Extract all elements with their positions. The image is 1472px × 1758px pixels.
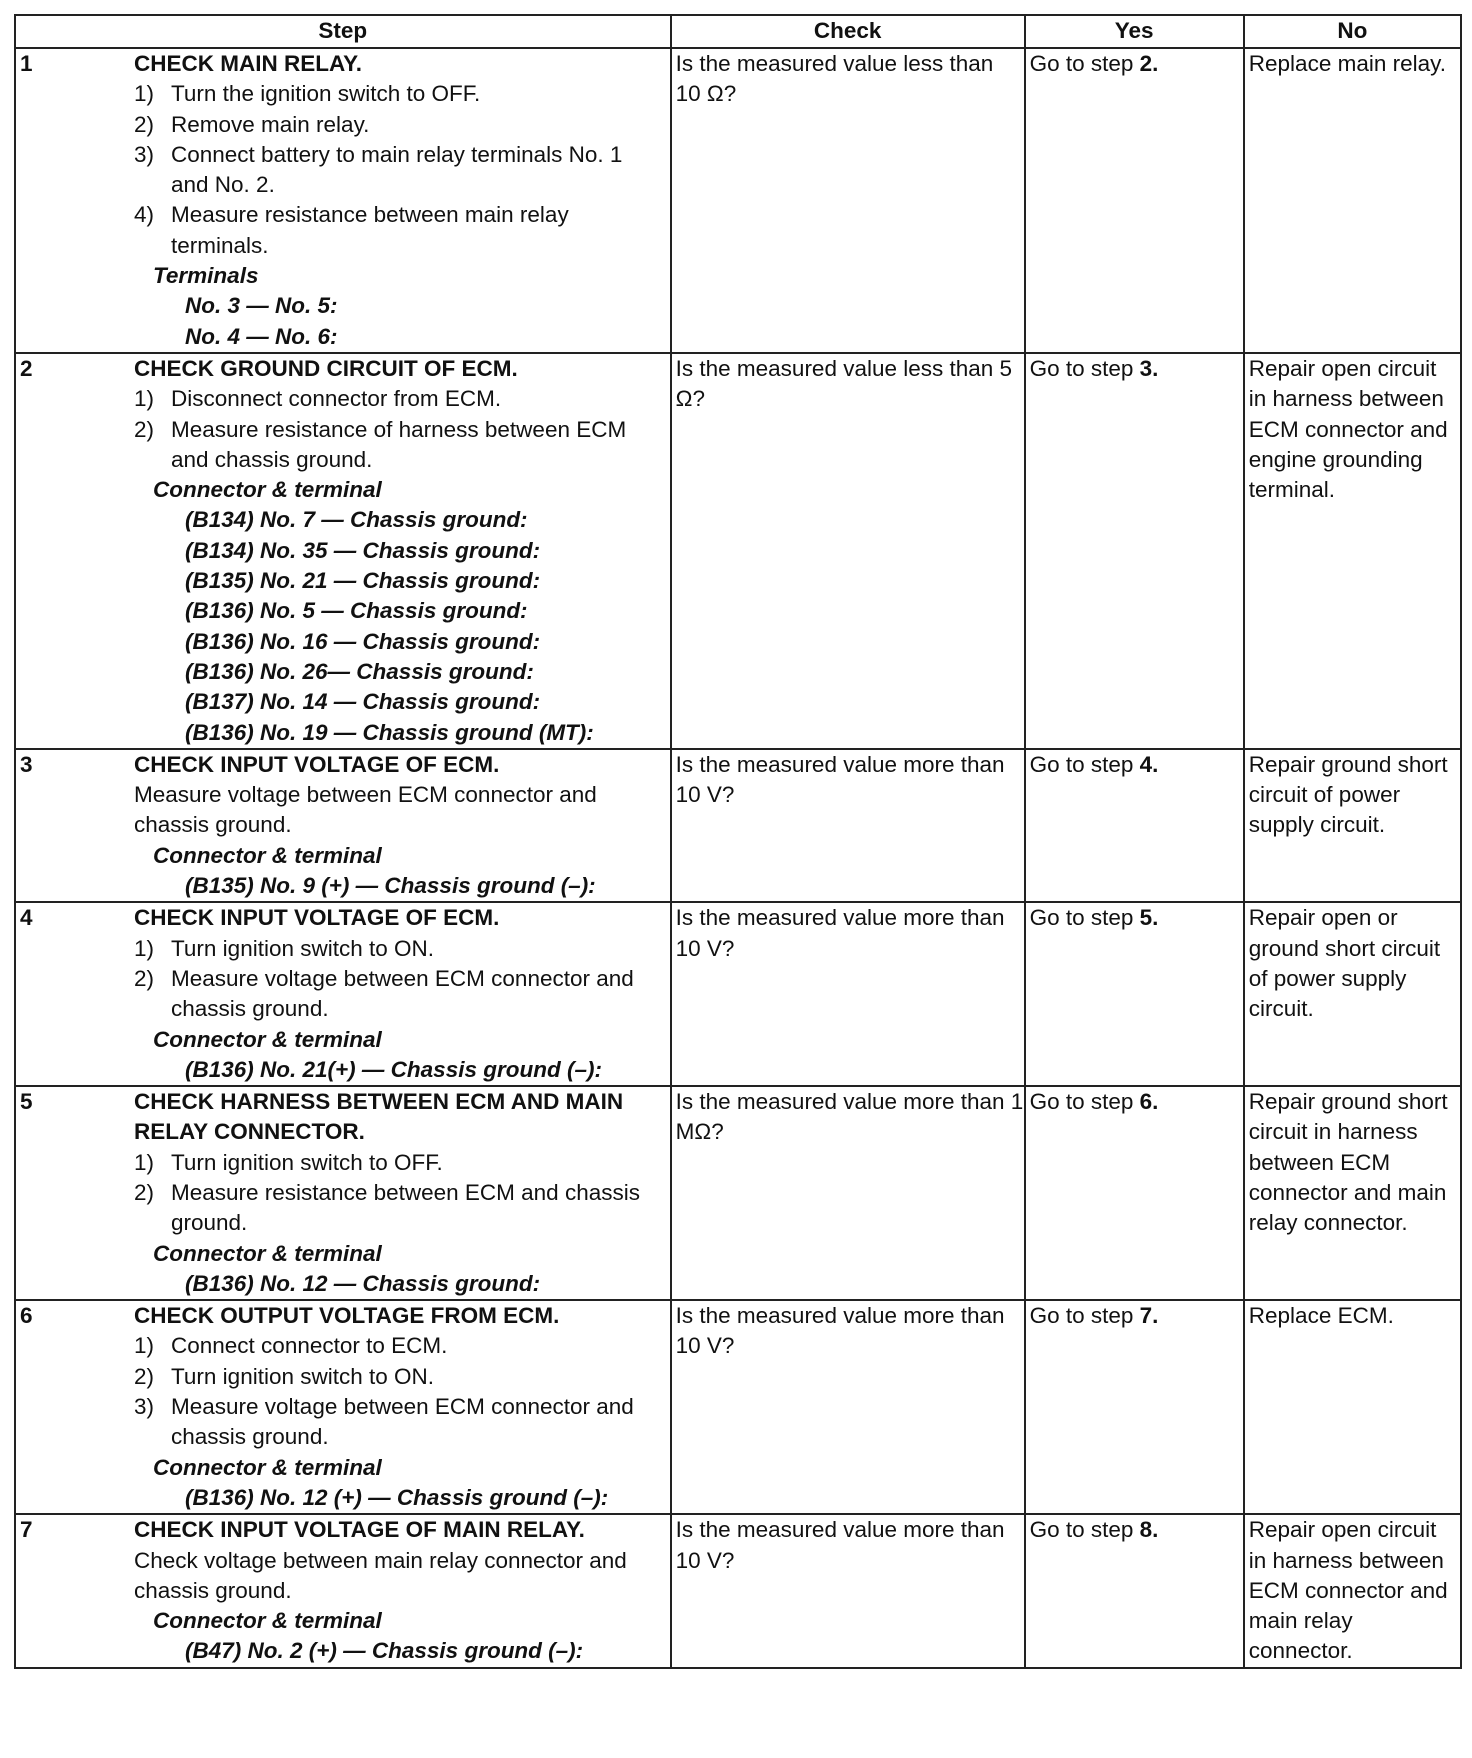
header-yes: Yes (1025, 15, 1244, 48)
procedure-number: 2) (134, 416, 155, 442)
spec-item: No. 4 — No. 6: (185, 323, 338, 349)
procedure-line (134, 140, 666, 201)
step-cell (15, 353, 671, 749)
no-cell (1244, 1514, 1461, 1667)
spec-item: (B135) No. 21 — Chassis ground: (185, 568, 541, 594)
step-cell (15, 1300, 671, 1514)
procedure-line (134, 1178, 666, 1239)
table-row (15, 902, 1461, 1086)
spec-item: (B136) No. 12 — Chassis ground: (185, 1270, 541, 1296)
procedure-text: Disconnect connector from ECM. (171, 386, 502, 412)
check-cell (671, 749, 1025, 902)
no-text: Repair open circuit in harness between ECM connector and main relay connector. (1248, 1517, 1448, 1664)
check-cell (671, 1514, 1025, 1667)
yes-cell (1025, 1300, 1244, 1514)
check-text: Is the measured value more than 10 V? (675, 905, 1005, 961)
check-text: Is the measured value more than 1 MΩ? (675, 1089, 1024, 1145)
procedure-line (134, 110, 666, 140)
step-instruction: Check voltage between main relay connector and chassis ground. (134, 1547, 627, 1603)
procedure-line (134, 1362, 666, 1392)
check-cell (671, 1300, 1025, 1514)
yes-cell (1025, 902, 1244, 1086)
yes-step: 8. (1139, 1517, 1159, 1543)
step-cell (15, 48, 671, 353)
header-row (15, 15, 1461, 48)
spec-item: (B136) No. 12 (+) — Chassis ground (–): (185, 1484, 609, 1510)
no-cell (1244, 353, 1461, 749)
procedure-text: Remove main relay. (171, 111, 370, 137)
procedure-text: Turn the ignition switch to OFF. (171, 81, 481, 107)
check-cell (671, 1086, 1025, 1300)
header-no: No (1244, 15, 1461, 48)
step-title: CHECK INPUT VOLTAGE OF MAIN RELAY. (134, 1517, 585, 1543)
step-cell (15, 1514, 671, 1667)
step-title: CHECK INPUT VOLTAGE OF ECM. (134, 751, 500, 777)
check-cell (671, 48, 1025, 353)
procedure-text: Connect battery to main relay terminals No. 1 and No. 2. (171, 141, 623, 198)
check-text: Is the measured value more than 10 V? (675, 751, 1005, 808)
procedure-text: Measure voltage between ECM connector and chassis ground. (171, 1394, 634, 1450)
yes-cell (1025, 1514, 1244, 1667)
procedure-line (134, 1148, 666, 1178)
table-row (15, 1514, 1461, 1667)
procedure-number: 3) (134, 1394, 155, 1420)
yes-text: Go to step (1029, 1517, 1140, 1543)
procedure-text: Measure resistance between main relay terminals. (171, 202, 569, 258)
procedure-number: 1) (134, 1149, 155, 1175)
yes-step: 6. (1139, 1089, 1159, 1115)
procedure-number: 2) (134, 111, 155, 137)
yes-cell (1025, 48, 1244, 353)
step-number: 7 (20, 1517, 33, 1543)
procedure-line (134, 79, 666, 109)
yes-text: Go to step (1029, 905, 1140, 931)
yes-cell (1025, 749, 1244, 902)
step-title: CHECK MAIN RELAY. (134, 51, 362, 76)
spec-item: No. 3 — No. 5: (185, 293, 338, 319)
procedure-number: 2) (134, 965, 155, 991)
table-row (15, 353, 1461, 749)
no-cell (1244, 1300, 1461, 1514)
check-text: Is the measured value less than 5 Ω? (675, 355, 1013, 412)
step-cell (15, 749, 671, 902)
yes-step: 3. (1139, 355, 1159, 381)
spec-heading: Connector & terminal (153, 1454, 382, 1480)
procedure-text: Turn ignition switch to ON. (171, 935, 435, 961)
no-cell (1244, 48, 1461, 353)
no-text: Repair ground short circuit of power supply circuit. (1248, 751, 1448, 838)
yes-text: Go to step (1029, 355, 1140, 381)
check-cell (671, 353, 1025, 749)
procedure-line (134, 415, 666, 476)
yes-step: 7. (1139, 1303, 1159, 1329)
procedure-number: 1) (134, 386, 155, 412)
procedure-number: 2) (134, 1179, 155, 1205)
yes-text: Go to step (1029, 751, 1140, 777)
spec-item: (B47) No. 2 (+) — Chassis ground (–): (185, 1638, 584, 1664)
procedure-line (134, 934, 666, 964)
yes-step: 4. (1139, 751, 1159, 777)
procedure-line (134, 964, 666, 1025)
yes-cell (1025, 1086, 1244, 1300)
step-number: 5 (20, 1089, 33, 1115)
spec-item: (B136) No. 19 — Chassis ground (MT): (185, 719, 594, 745)
table-row (15, 1086, 1461, 1300)
step-number: 6 (20, 1303, 33, 1329)
step-instruction: Measure voltage between ECM connector and chassis ground. (134, 782, 597, 838)
procedure-number: 1) (134, 1333, 155, 1359)
no-text: Repair ground short circuit in harness between ECM connector and main relay connector. (1248, 1089, 1448, 1236)
yes-cell (1025, 353, 1244, 749)
yes-text: Go to step (1029, 1303, 1140, 1329)
table-row (15, 1300, 1461, 1514)
procedure-line (134, 1331, 666, 1361)
yes-text: Go to step (1029, 1089, 1140, 1115)
spec-heading: Connector & terminal (153, 842, 382, 868)
no-cell (1244, 902, 1461, 1086)
yes-step: 5. (1139, 905, 1159, 931)
step-title: CHECK INPUT VOLTAGE OF ECM. (134, 905, 500, 931)
step-number: 4 (20, 905, 33, 931)
no-text: Repair open circuit in harness between ECM connector and engine grounding terminal. (1248, 355, 1448, 503)
yes-step: 2. (1139, 51, 1159, 76)
spec-item: (B136) No. 5 — Chassis ground: (185, 598, 528, 624)
spec-heading: Connector & terminal (153, 1026, 382, 1052)
spec-item: (B136) No. 26— Chassis ground: (185, 658, 534, 684)
spec-item: (B136) No. 16 — Chassis ground: (185, 628, 541, 654)
diagnostic-table (14, 14, 1462, 1669)
header-check: Check (671, 15, 1025, 48)
no-text: Repair open or ground short circuit of power supply circuit. (1248, 905, 1441, 1022)
step-number: 1 (20, 51, 33, 76)
procedure-text: Measure resistance between ECM and chassis ground. (171, 1179, 640, 1236)
procedure-text: Turn ignition switch to ON. (171, 1363, 435, 1389)
procedure-number: 1) (134, 81, 155, 107)
table-row (15, 48, 1461, 353)
procedure-text: Measure resistance of harness between ECM and chassis ground. (171, 416, 627, 472)
procedure-number: 2) (134, 1363, 155, 1389)
procedure-number: 4) (134, 202, 155, 228)
check-cell (671, 902, 1025, 1086)
step-title: CHECK GROUND CIRCUIT OF ECM. (134, 355, 518, 381)
spec-heading: Connector & terminal (153, 1608, 382, 1634)
check-text: Is the measured value more than 10 V? (675, 1303, 1005, 1359)
spec-heading: Connector & terminal (153, 1240, 382, 1266)
spec-heading: Connector & terminal (153, 477, 382, 503)
yes-text: Go to step (1029, 51, 1140, 76)
procedure-number: 1) (134, 935, 155, 961)
step-cell (15, 1086, 671, 1300)
step-number: 3 (20, 751, 33, 777)
no-cell (1244, 749, 1461, 902)
procedure-text: Connect connector to ECM. (171, 1333, 448, 1359)
spec-item: (B134) No. 7 — Chassis ground: (185, 507, 528, 533)
spec-item: (B137) No. 14 — Chassis ground: (185, 689, 541, 715)
step-title: CHECK OUTPUT VOLTAGE FROM ECM. (134, 1303, 560, 1329)
spec-item: (B136) No. 21(+) — Chassis ground (–): (185, 1056, 602, 1082)
procedure-text: Measure voltage between ECM connector and chassis ground. (171, 965, 634, 1022)
procedure-text: Turn ignition switch to OFF. (171, 1149, 443, 1175)
step-number: 2 (20, 355, 33, 381)
spec-item: (B135) No. 9 (+) — Chassis ground (–): (185, 873, 596, 899)
check-text: Is the measured value less than 10 Ω? (675, 51, 994, 107)
procedure-line (134, 1392, 666, 1453)
spec-item: (B134) No. 35 — Chassis ground: (185, 537, 541, 563)
check-text: Is the measured value more than 10 V? (675, 1517, 1005, 1573)
procedure-line (134, 200, 666, 261)
procedure-line (134, 384, 666, 414)
no-text: Replace main relay. (1248, 51, 1446, 76)
spec-heading: Terminals (153, 263, 259, 289)
no-text: Replace ECM. (1248, 1303, 1394, 1329)
step-title: CHECK HARNESS BETWEEN ECM AND MAIN RELAY CONNECTOR. (134, 1089, 624, 1145)
no-cell (1244, 1086, 1461, 1300)
table-row (15, 749, 1461, 902)
step-cell (15, 902, 671, 1086)
procedure-number: 3) (134, 141, 155, 167)
header-step: Step (15, 15, 671, 48)
